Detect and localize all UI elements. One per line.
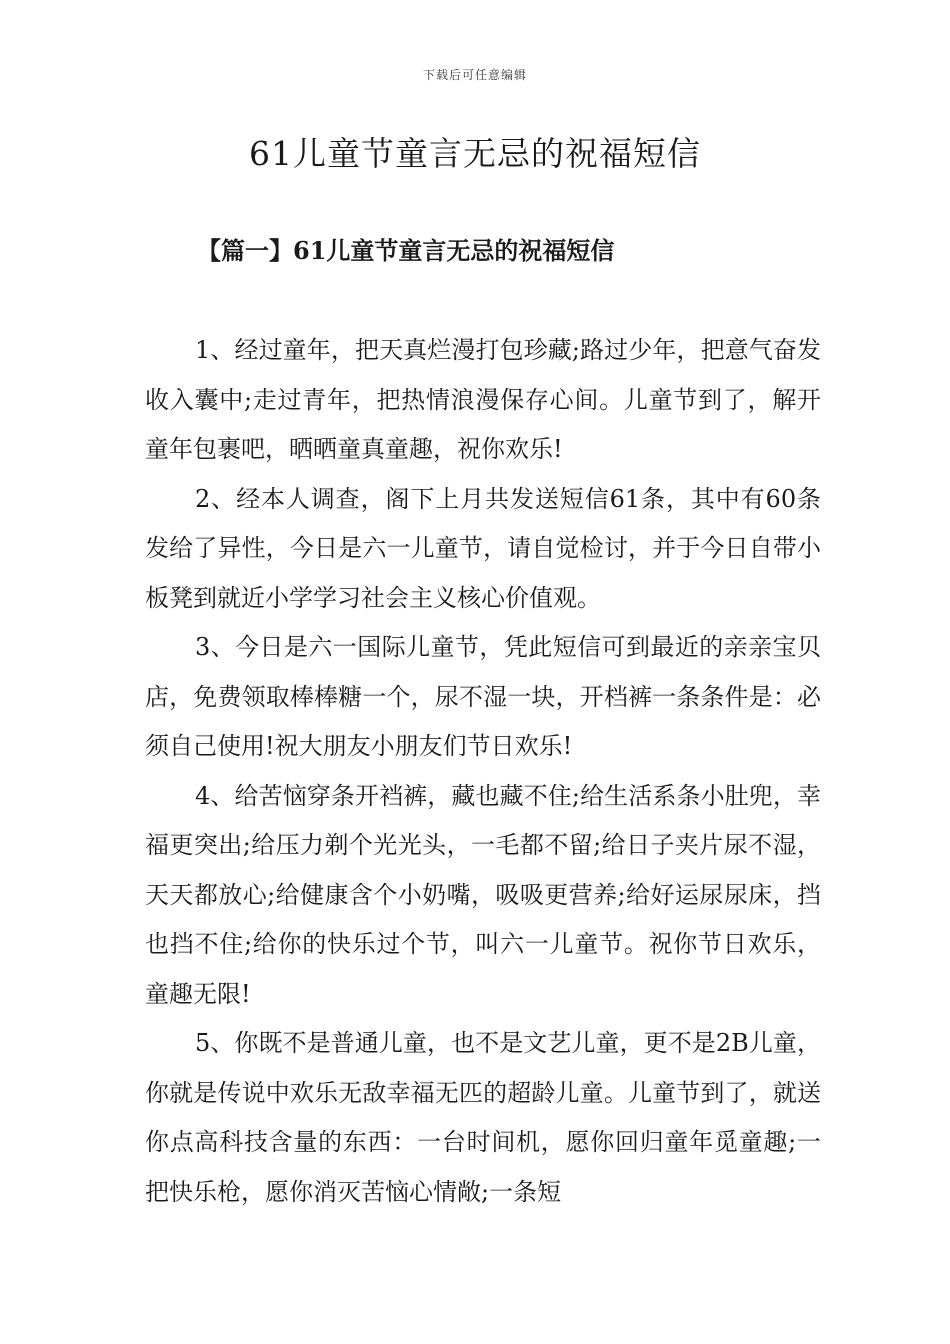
paragraph-5: 5、你既不是普通儿童，也不是文艺儿童，更不是2B儿童，你就是传说中欢乐无敌幸福无匹的超龄儿童。儿童节到了，就送你点高科技含量的东西：一台时间机，愿你回归童年觅童趣;一把快乐枪，愿你消灭苦恼心情敞;一条短 xyxy=(145,1029,821,1206)
paragraph-1: 1、经过童年，把天真烂漫打包珍藏;路过少年，把意气奋发收入囊中;走过青年，把热情浪漫保存心间。儿童节到了，解开童年包裹吧，晒晒童真童趣，祝你欢乐! xyxy=(145,336,821,463)
document-title: 61儿童节童言无忌的祝福短信 xyxy=(249,134,701,173)
body-text xyxy=(145,326,821,1217)
paragraph-2: 2、经本人调查，阁下上月共发送短信61条，其中有60条发给了异性，今日是六一儿童节，请自觉检讨，并于今日自带小板凳到就近小学学习社会主义核心价值观。 xyxy=(145,484,821,612)
paragraph-4: 4、给苦恼穿条开裆裤，藏也藏不住;给生活系条小肚兜，幸福更突出;给压力剃个光光头，一毛都不留;给日子夹片尿不湿，天天都放心;给健康含个小奶嘴，吸吸更营养;给好运尿尿床，挡也挡不住;给你的快乐过个节，叫六一儿童节。祝你节日欢乐，童趣无限! xyxy=(145,781,821,1008)
paragraph-3: 3、今日是六一国际儿童节，凭此短信可到最近的亲亲宝贝店，免费领取棒棒糖一个，尿不湿一块，开档裤一条条件是：必须自己使用!祝大朋友小朋友们节日欢乐! xyxy=(145,633,821,760)
header-note: 下载后可任意编辑 xyxy=(422,68,527,82)
section-heading: 【篇一】61儿童节童言无忌的祝福短信 xyxy=(197,236,615,265)
